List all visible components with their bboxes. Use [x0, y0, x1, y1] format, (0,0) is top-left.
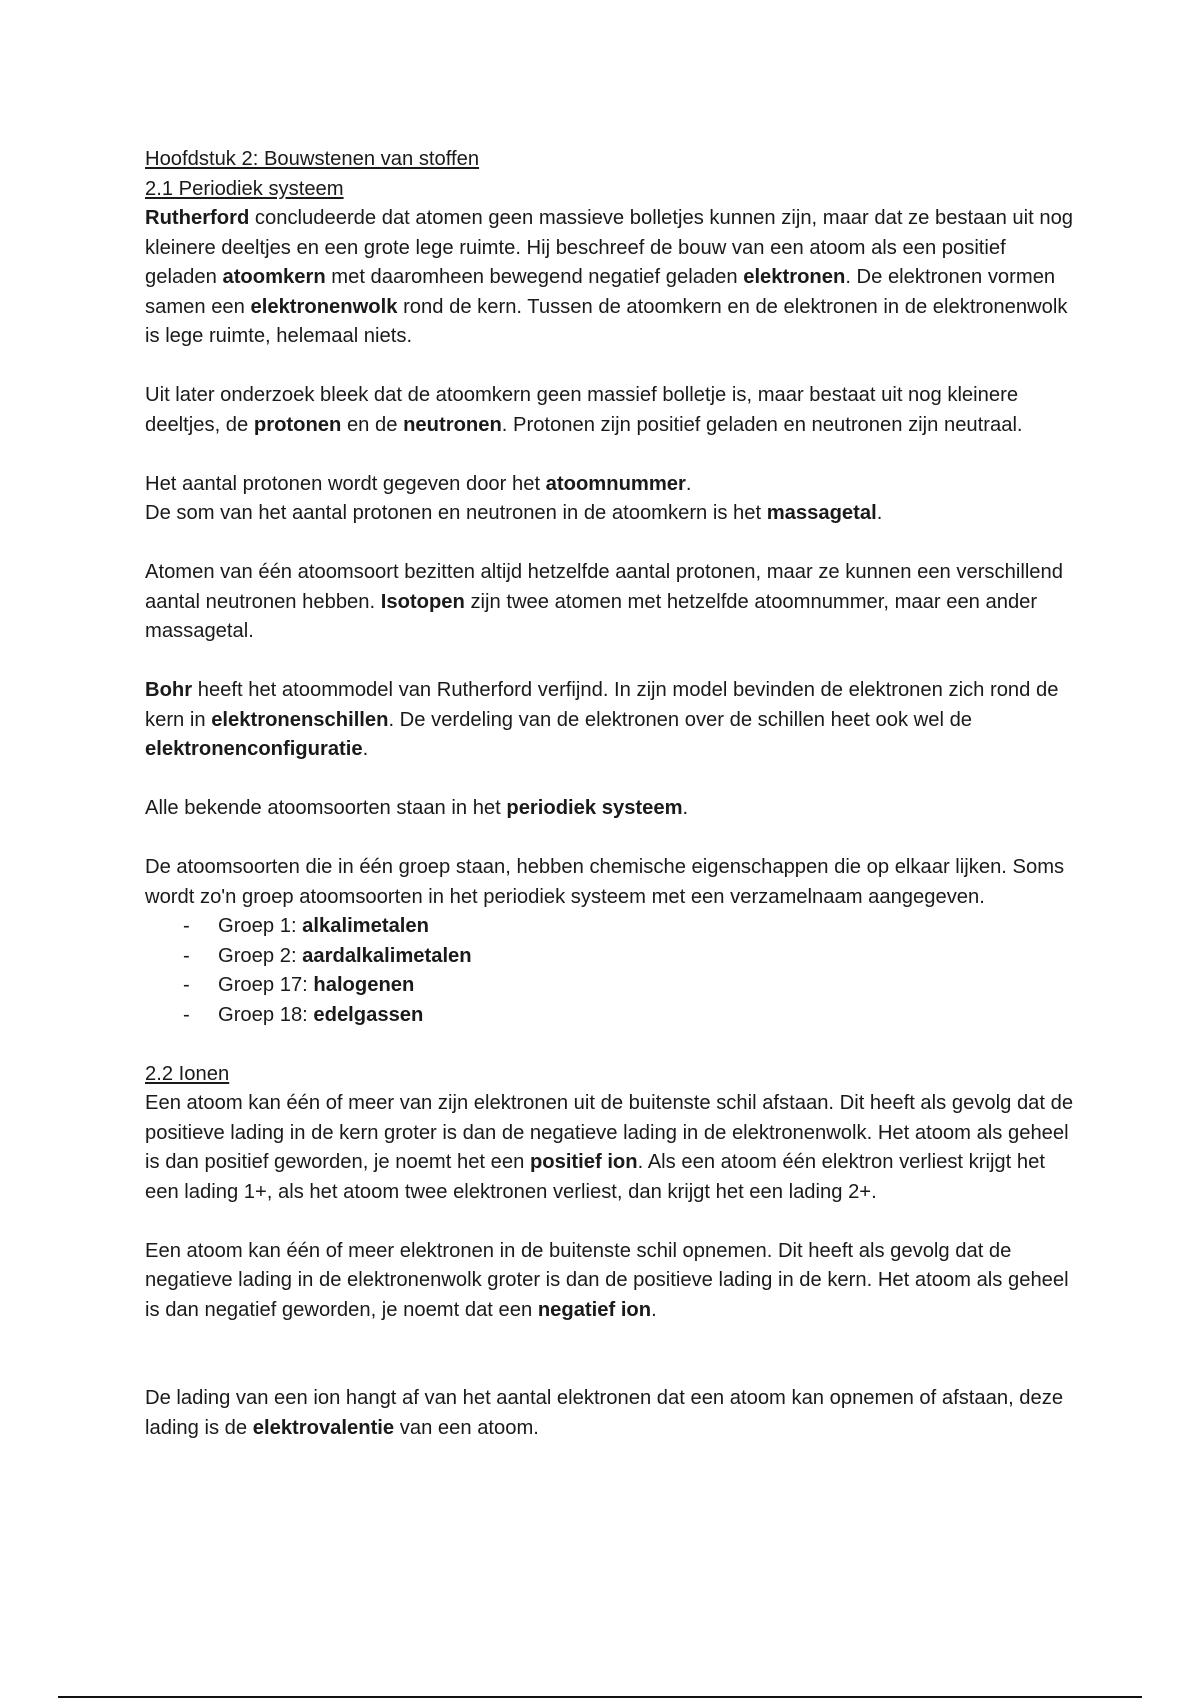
- paragraph-bohr: Bohr heeft het atoommodel van Rutherford verfijnd. In zijn model bevinden de elektronen zich rond de kern in elektronenschillen. De verdeling van de elektronen over de schillen heet ook wel de elektronenconfiguratie.: [145, 679, 1059, 760]
- paragraph-elektrovalentie: De lading van een ion hangt af van het aantal elektronen dat een atoom kan opnemen of afstaan, deze lading is de elektrovalentie van een atoom.: [145, 1387, 1064, 1439]
- paragraph-periodiek-systeem: Alle bekende atoomsoorten staan in het periodiek systeem.: [145, 797, 689, 819]
- paragraph-massagetal: De som van het aantal protonen en neutronen in de atoomkern is het massagetal.: [145, 502, 883, 524]
- section-heading-periodiek-systeem: 2.1 Periodiek systeem: [145, 177, 344, 200]
- document-page: [145, 145, 1075, 1443]
- paragraph-atoomnummer: Het aantal protonen wordt gegeven door het atoomnummer.: [145, 472, 692, 495]
- paragraph-rutherford: Rutherford concludeerde dat atomen geen massieve bolletjes kunnen zijn, maar dat ze bestaan uit nog kleinere deeltjes en een grote lege ruimte. Hij beschreef de bouw van een atoom als een positief geladen atoomkern met daaromheen bewegend negatief geladen elektronen. De elektronen vormen samen een elektronenwolk rond de kern. Tussen de atoomkern en de elektronen in de elektronenwolk is lege ruimte, helemaal niets.: [145, 207, 1074, 347]
- footer-divider: [58, 1696, 1142, 1698]
- paragraph-groepen: De atoomsoorten die in één groep staan, hebben chemische eigenschappen die op elkaar lijken. Soms wordt zo'n groep atoomsoorten in het periodiek systeem met een verzamelnaam aangegeven.: [145, 856, 1065, 908]
- list-item: - Groep 18: edelgassen: [183, 1003, 424, 1026]
- paragraph-positief-ion: Een atoom kan één of meer van zijn elektronen uit de buitenste schil afstaan. Dit heeft als gevolg dat de positieve lading in de kern groter is dan de negatieve lading in de elektronenwolk. Het atoom als geheel is dan positief geworden, je noemt het een positief ion. Als een atoom één elektron verliest krijgt het een lading 1+, als het atoom twee elektronen verliest, dan krijgt het een lading 2+.: [145, 1092, 1074, 1203]
- paragraph-protonen-neutronen: Uit later onderzoek bleek dat de atoomkern geen massief bolletje is, maar bestaat uit nog kleinere deeltjes, de protonen en de neutronen. Protonen zijn positief geladen en neutronen zijn neutraal.: [145, 384, 1023, 436]
- list-item: - Groep 17: halogenen: [183, 974, 415, 996]
- section-heading-ionen: 2.2 Ionen: [145, 1062, 230, 1085]
- list-item: - Groep 1: alkalimetalen: [183, 915, 429, 937]
- list-item: - Groep 2: aardalkalimetalen: [183, 944, 472, 967]
- group-list: [145, 912, 1075, 1030]
- chapter-title: Hoofdstuk 2: Bouwstenen van stoffen: [145, 148, 480, 170]
- paragraph-isotopen: Atomen van één atoomsoort bezitten altijd hetzelfde aantal protonen, maar ze kunnen een verschillend aantal neutronen hebben. Isotopen zijn twee atomen met hetzelfde atoomnummer, maar een ander massagetal.: [145, 561, 1063, 642]
- paragraph-negatief-ion: Een atoom kan één of meer elektronen in de buitenste schil opnemen. Dit heeft als gevolg dat de negatieve lading in de elektronenwolk groter is dan de positieve lading in de kern. Het atoom als geheel is dan negatief geworden, je noemt dat een negatief ion.: [145, 1239, 1069, 1321]
